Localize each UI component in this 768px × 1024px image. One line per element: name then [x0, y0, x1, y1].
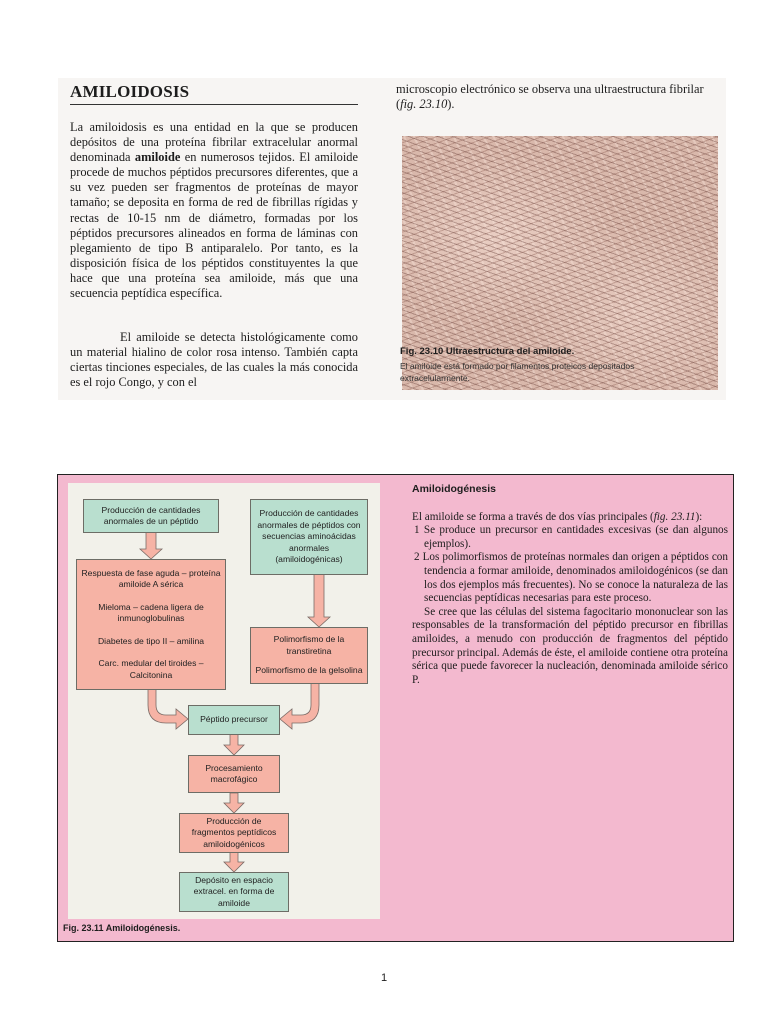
macrophage-processing-label: Procesamiento macrofágico [205, 762, 263, 784]
arrow-right-merge [280, 683, 319, 729]
acute-phase-item: Respuesta de fase aguda – proteína amiloide A sérica [81, 567, 221, 590]
top-section [58, 78, 726, 400]
extracellular-deposit-box [179, 872, 289, 912]
precursor-peptide-label: Péptido precursor [200, 714, 268, 725]
diabetes-item: Diabetes de tipo II – amilina [97, 635, 205, 646]
fragments-label: Producción de fragmentos peptídicos amiloidogénicos [191, 815, 277, 849]
intro-text-b: en numerosos tejidos. El amiloide procede de muchos péptidos precursores diferentes, que a su vez pueden ser fragmentos de proteínas de mayor tamaño; se deposita en forma de red de fibrillas rígidas y rectas de 10-15 nm de diámetro, formadas por los péptidos precursores alineados en forma de láminas con plegamiento de tipo B antiparalelo. Por tanto, es la disposición física de los péptidos constituyentes la que hace que una proteína sea amiloide, más que una secuencia peptídica específica. [70, 150, 358, 301]
arrow-precursor-down [224, 734, 244, 755]
excess-precursor-box [76, 559, 226, 690]
arrow-right-down [308, 574, 330, 627]
arrow-left-merge [148, 689, 188, 729]
transthyretin-item: Polimorfismo de la transtiretina [273, 634, 345, 656]
pathway-item-2: 2 Los polimorfismos de proteínas normales dan origen a péptidos con tendencia a formar amiloide, denominados amiloidogénicos (se dan los dos ejemplos más frecuentes). No se conoce la naturaleza de las secuencias peptídicas necesarias para este proceso. [414, 551, 728, 605]
pathways-intro [412, 511, 728, 525]
em-text-a: microscopio electrónico se observa una ultraestructura fibrilar ( [396, 82, 704, 111]
histology-paragraph: El amiloide se detecta histológicamente como un material hialino de color rosa intenso. También capta ciertas tinciones especiales, de las cuales la más conocida es el rojo Congo, y con el [70, 330, 358, 390]
myeloma-item: Mieloma – cadena ligera de inmunoglobulinas [98, 601, 204, 624]
macrophage-processing-box [188, 755, 280, 793]
overproduction-label: Producción de cantidades anormales de un péptido [101, 504, 201, 526]
pathways-intro-b: ): [695, 510, 703, 523]
abnormal-sequence-label: Producción de cantidades anormales de péptidos con secuencias aminoácidas anormales (amiloidogénicas) [257, 508, 361, 565]
em-fig-ref: fig. 23.10 [400, 97, 448, 111]
amyloidogenesis-text [412, 483, 728, 687]
section-title: AMILOIDOSIS [70, 82, 358, 105]
amiloide-term: amiloide [134, 150, 181, 165]
figure-23-10-description: El amiloide está formado por filamentos proteicos depositados extracelularmente. [400, 361, 635, 383]
arrow-left-down [140, 532, 162, 559]
arrow-fragments-down [224, 852, 244, 872]
gelsolin-item: Polimorfismo de la gelsolina [255, 665, 363, 676]
amyloidogenesis-heading: Amiloidogénesis [412, 483, 497, 495]
amyloidogenesis-figure [57, 474, 734, 942]
pathway-item-1: 1 Se produce un precursor en cantidades excesivas (se dan algunos ejemplos). [414, 524, 728, 550]
pathways-intro-a: El amiloide se forma a través de dos vías principales ( [412, 510, 654, 523]
precursor-peptide-box [188, 705, 280, 735]
polymorphism-box [250, 627, 368, 684]
em-text-b: ). [447, 97, 455, 111]
figure-23-11-caption: Fig. 23.11 Amiloidogénesis. [63, 923, 181, 933]
thyroid-carcinoma-item: Carc. medular del tiroides – Calcitonina [98, 658, 204, 680]
arrow-macrophage-down [224, 793, 244, 813]
page-number: 1 [380, 972, 388, 984]
pathways-fig-ref: fig. 23.11 [653, 510, 696, 523]
flow-diagram [68, 483, 380, 919]
figure-23-10-title: Fig. 23.10 Ultraestructura del amiloide. [400, 346, 575, 357]
em-paragraph [396, 82, 716, 112]
extracellular-deposit-label: Depósito en espacio extracel. en forma de amiloide [193, 874, 275, 908]
intro-paragraph [70, 120, 358, 301]
phagocytic-paragraph: Se cree que las células del sistema fagocitario mononuclear son las responsables de la transformación del péptido precursor en fibrillas amiloides, a menudo con producción de fragmentos del péptido precursor principal. Además de éste, el amiloide contiene otra proteína sérica que puede favorecer la nucleación, denominada amiloide sérico P. [412, 605, 728, 686]
abnormal-sequence-box [250, 499, 368, 575]
intro-text-a: La amiloidosis es una entidad en la que se producen depósitos de una proteína fibrilar extracelular anormal denominada [70, 120, 358, 165]
fragments-box [179, 813, 289, 853]
overproduction-box [83, 499, 219, 533]
